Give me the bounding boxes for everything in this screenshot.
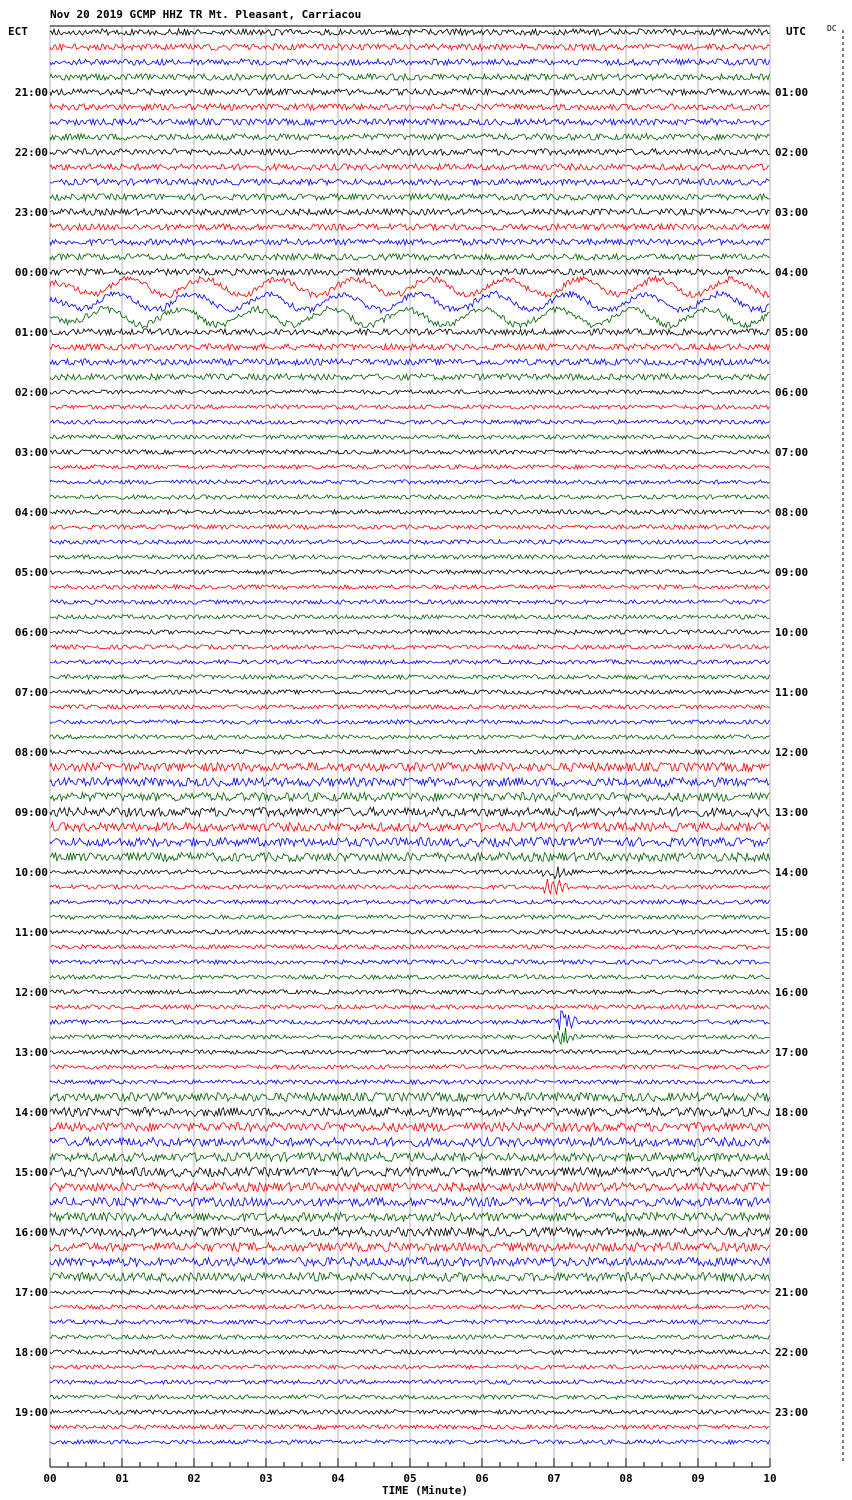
ect-hour-label: 22:00 (14, 146, 48, 159)
utc-hour-label: 07:00 (775, 446, 809, 459)
ect-hour-label: 03:00 (14, 446, 48, 459)
utc-hour-label: 22:00 (775, 1346, 809, 1359)
utc-hour-label: 20:00 (775, 1226, 809, 1239)
ect-hour-label: 17:00 (14, 1286, 48, 1299)
x-axis-label: TIME (Minute) (381, 1484, 469, 1497)
utc-hour-label: 06:00 (775, 386, 809, 399)
ect-hour-label: 01:00 (14, 326, 48, 339)
utc-hour-label: 13:00 (775, 806, 809, 819)
utc-hour-label: 02:00 (775, 146, 809, 159)
x-tick-label: 01 (115, 1472, 129, 1485)
utc-hour-label: 11:00 (775, 686, 809, 699)
utc-hour-label: 10:00 (775, 626, 809, 639)
utc-hour-label: 19:00 (775, 1166, 809, 1179)
ect-hour-label: 10:00 (14, 866, 48, 879)
utc-timezone-label: UTC (786, 25, 806, 38)
x-tick-label: 02 (187, 1472, 201, 1485)
ect-hour-label: 04:00 (14, 506, 48, 519)
utc-hour-label: 12:00 (775, 746, 809, 759)
ect-hour-label: 12:00 (14, 986, 48, 999)
utc-hour-label: 16:00 (775, 986, 809, 999)
utc-hour-label: 04:00 (775, 266, 809, 279)
ect-hour-label: 21:00 (14, 86, 48, 99)
ect-hour-label: 18:00 (14, 1346, 48, 1359)
utc-hour-label: 21:00 (775, 1286, 809, 1299)
ect-hour-label: 19:00 (14, 1406, 48, 1419)
x-tick-label: 09 (691, 1472, 705, 1485)
ect-hour-label: 09:00 (14, 806, 48, 819)
ect-hour-labels (15, 86, 48, 1419)
x-tick-label: 08 (619, 1472, 633, 1485)
ect-hour-label: 16:00 (14, 1226, 48, 1239)
utc-hour-label: 08:00 (775, 506, 809, 519)
utc-hour-labels (775, 86, 808, 1419)
chart-title: Nov 20 2019 GCMP HHZ TR Mt. Pleasant, Carriacou (50, 8, 362, 21)
ect-hour-label: 05:00 (14, 566, 48, 579)
ect-hour-label: 23:00 (14, 206, 48, 219)
ect-hour-label: 15:00 (14, 1166, 48, 1179)
ect-timezone-label: ECT (8, 25, 28, 38)
time-axis (43, 1458, 776, 1485)
dc-label: DC (827, 24, 837, 33)
x-tick-label: 00 (43, 1472, 57, 1485)
ect-hour-label: 08:00 (14, 746, 48, 759)
utc-hour-label: 15:00 (775, 926, 809, 939)
utc-hour-label: 05:00 (775, 326, 809, 339)
utc-hour-label: 09:00 (775, 566, 809, 579)
ect-hour-label: 13:00 (14, 1046, 48, 1059)
utc-hour-label: 17:00 (775, 1046, 809, 1059)
ect-hour-label: 02:00 (14, 386, 48, 399)
x-tick-label: 04 (331, 1472, 345, 1485)
ect-hour-label: 11:00 (14, 926, 48, 939)
ect-hour-label: 07:00 (14, 686, 48, 699)
utc-hour-label: 01:00 (775, 86, 809, 99)
ect-hour-label: 14:00 (14, 1106, 48, 1119)
x-tick-label: 03 (259, 1472, 273, 1485)
x-tick-label: 05 (403, 1472, 417, 1485)
x-tick-label: 07 (547, 1472, 561, 1485)
utc-hour-label: 18:00 (775, 1106, 809, 1119)
utc-hour-label: 14:00 (775, 866, 809, 879)
ect-hour-label: 00:00 (14, 266, 48, 279)
x-tick-label: 10 (763, 1472, 777, 1485)
utc-hour-label: 23:00 (775, 1406, 809, 1419)
ect-hour-label: 06:00 (14, 626, 48, 639)
x-tick-label: 06 (475, 1472, 489, 1485)
utc-hour-label: 03:00 (775, 206, 809, 219)
